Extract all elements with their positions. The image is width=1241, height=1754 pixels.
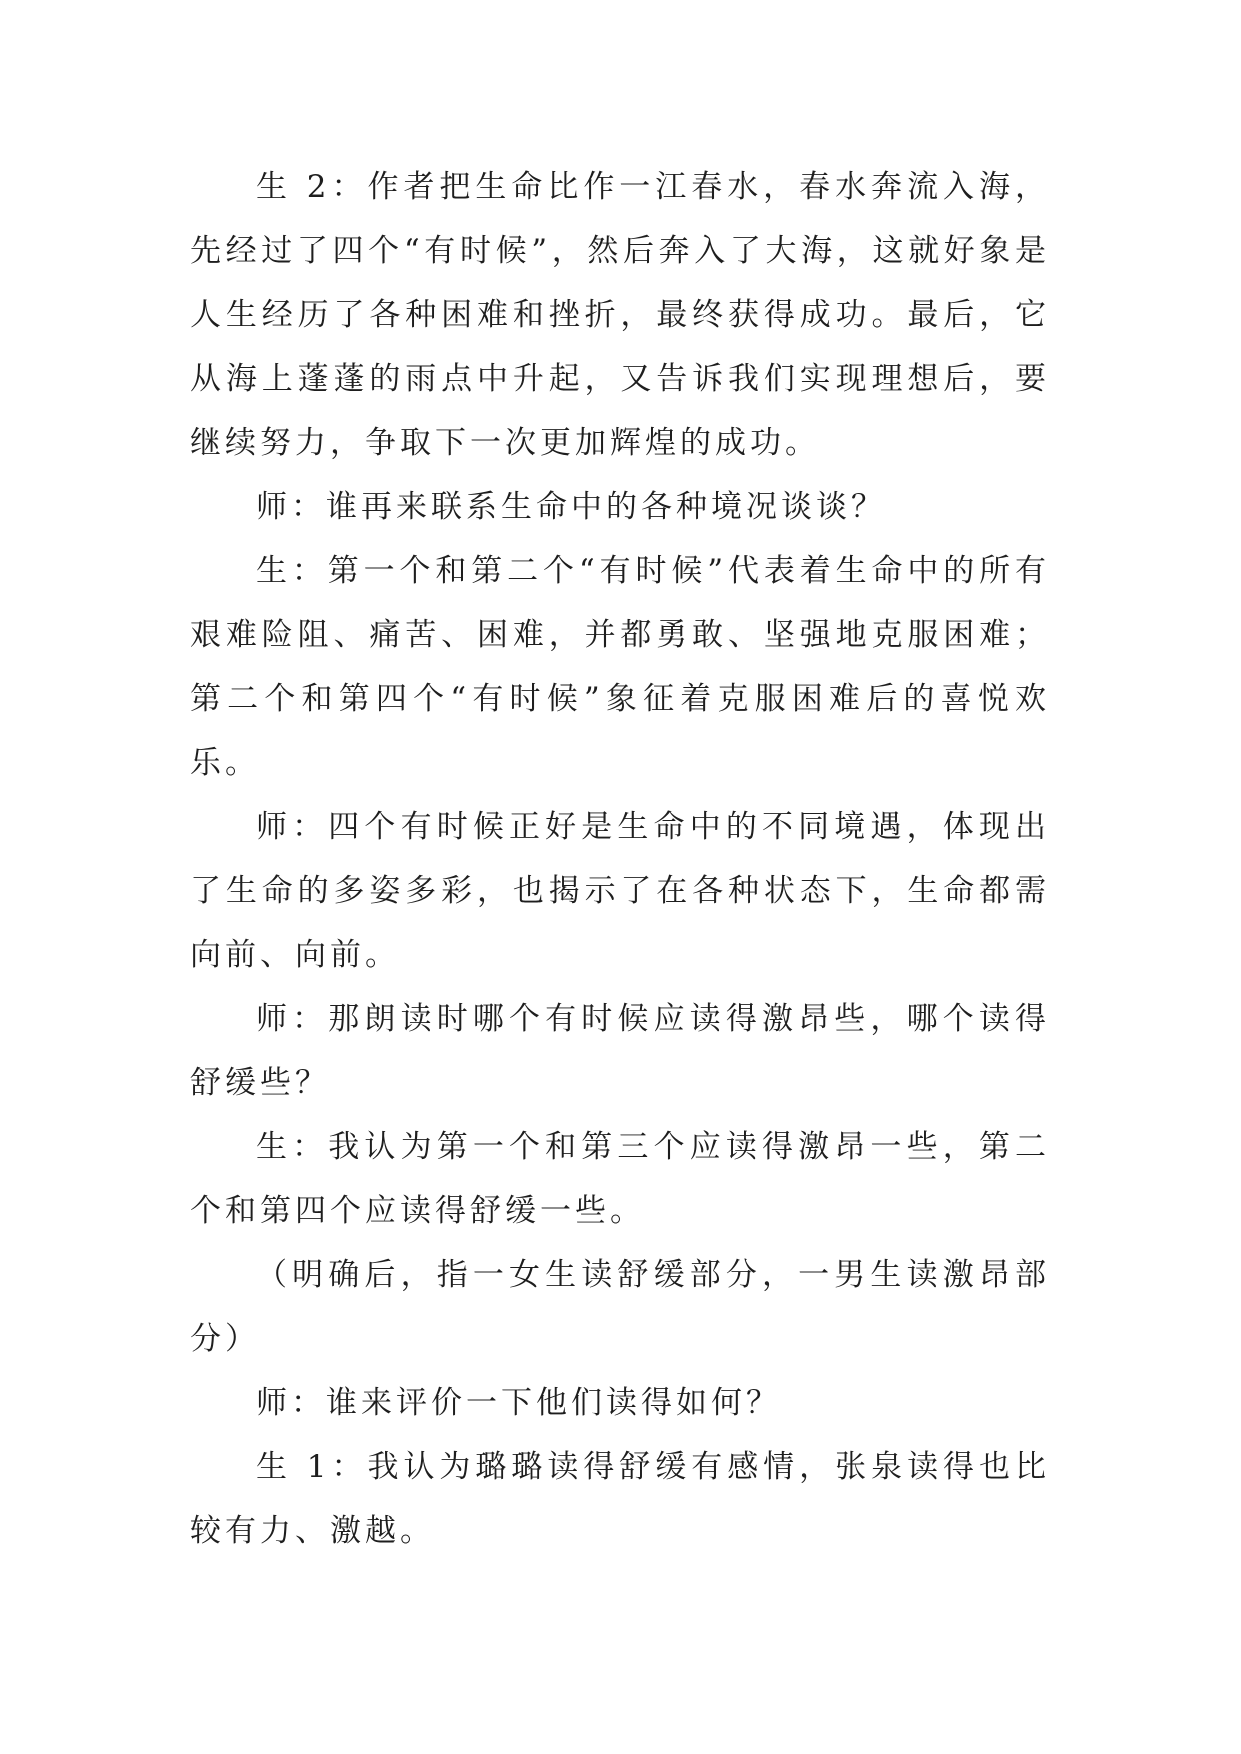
dialogue-text: [190, 155, 1050, 1563]
paragraph-teacher-question: 师：谁再来联系生命中的各种境况谈谈？: [256, 489, 886, 525]
paragraph-stage-direction: （明确后，指一女生读舒缓部分，一男生读激昂部分）: [190, 1257, 1050, 1357]
paragraph-student-2: 生 2：作者把生命比作一江春水，春水奔流入海，先经过了四个“有时候”，然后奔入了大海，这就好象是人生经历了各种困难和挫折，最终获得成功。最后，它从海上蓬蓬的雨点中升起，又告诉我们实现理想后，要继续努力，争取下一次更加辉煌的成功。: [190, 169, 1050, 461]
paragraph-teacher-summary: 师：四个有时候正好是生命中的不同境遇，体现出了生命的多姿多彩，也揭示了在各种状态下，生命都需向前、向前。: [190, 809, 1050, 973]
paragraph-student-1: 生 1：我认为璐璐读得舒缓有感情，张泉读得也比较有力、激越。: [190, 1449, 1050, 1549]
paragraph-teacher-reading-question: 师：那朗读时哪个有时候应读得激昂些，哪个读得舒缓些？: [190, 1001, 1050, 1101]
paragraph-student-reading-answer: 生：我认为第一个和第三个应读得激昂一些，第二个和第四个应读得舒缓一些。: [190, 1129, 1050, 1229]
paragraph-student-answer: 生：第一个和第二个“有时候”代表着生命中的所有艰难险阻、痛苦、困难，并都勇敢、坚强地克服困难；第二个和第四个“有时候”象征着克服困难后的喜悦欢乐。: [190, 553, 1050, 781]
paragraph-teacher-evaluation: 师：谁来评价一下他们读得如何？: [256, 1385, 781, 1421]
